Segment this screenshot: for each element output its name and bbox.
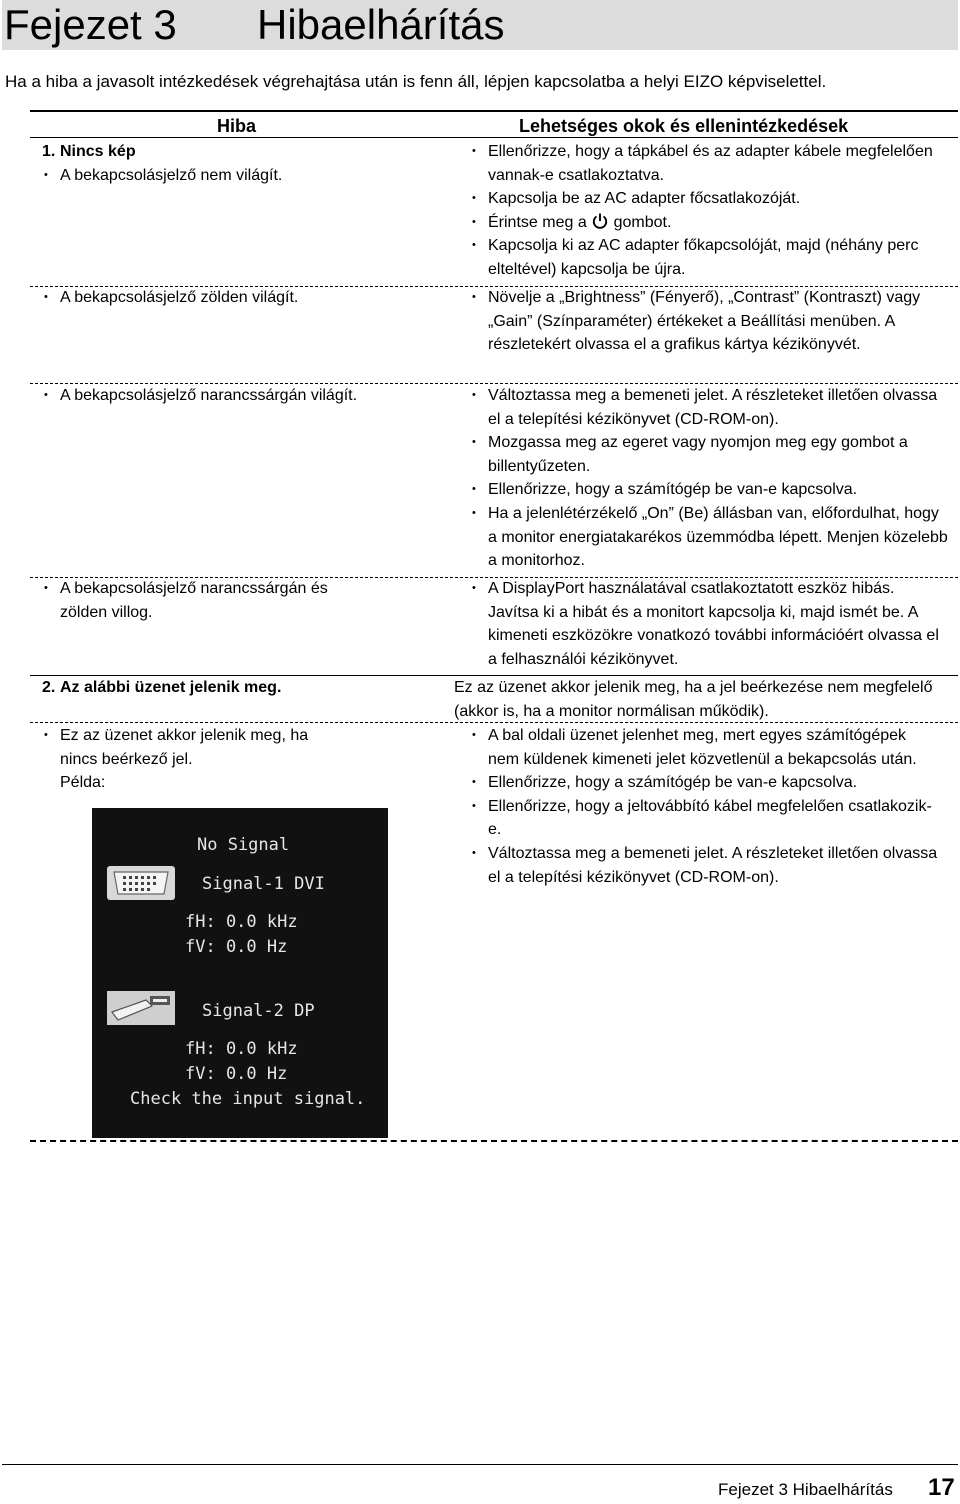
- solution-text: gombot.: [613, 213, 672, 231]
- solution-cell-2: [470, 286, 940, 357]
- solution-cell-1: [470, 140, 940, 282]
- solution-item: • Kapcsolja be az AC adapter főcsatlakozóját.: [470, 187, 940, 211]
- solution-text: Érintse meg a: [488, 213, 587, 231]
- problem-number: 1.: [42, 143, 56, 160]
- osd-signal-2: Signal-2 DP: [202, 1001, 315, 1021]
- osd-fv-1: fV: 0.0 Hz: [185, 937, 288, 957]
- solution-item: [470, 211, 940, 235]
- solution-text: Ez az üzenet akkor jelenik meg, ha a jel beérkezése nem megfelelő (akkor is, ha a monitor normálisan működik).: [454, 679, 933, 720]
- problem-number: 2.: [42, 679, 56, 696]
- solution-item: • Ellenőrizze, hogy a számítógép be van-e kapcsolva.: [470, 478, 948, 502]
- table-header: [30, 110, 958, 138]
- solution-cell-5: [454, 676, 944, 723]
- osd-fv-2: fV: 0.0 Hz: [185, 1064, 288, 1084]
- problem-cell-3: [42, 384, 432, 408]
- footer-chapter: Fejezet 3 Hibaelhárítás: [718, 1480, 893, 1499]
- osd-check-message: Check the input signal.: [130, 1089, 366, 1109]
- solution-cell-3: [470, 384, 948, 573]
- problem-cell-6: [42, 724, 342, 795]
- solution-item: • A bal oldali üzenet jelenhet meg, mert egyes számítógépek nem küldenek kimeneti jelet közvetlenül a bekapcsolás után.: [470, 724, 940, 771]
- osd-no-signal-screen: [92, 808, 388, 1138]
- solution-item: • Változtassa meg a bemeneti jelet. A részleteket illetően olvassa el a telepítési kézikönyvet (CD-ROM-on).: [470, 842, 940, 889]
- row-divider: [30, 722, 958, 723]
- page-number: 17: [928, 1474, 955, 1501]
- solution-item: • Növelje a „Brightness” (Fényerő), „Contrast” (Kontraszt) vagy „Gain” (Színparaméter) értékeket a Beállítási menüben. A részletekért olvassa el a grafikus kártya kézikönyvét.: [470, 286, 940, 357]
- footer-divider: [2, 1464, 958, 1465]
- osd-title: No Signal: [197, 835, 290, 855]
- solution-cell-6: [470, 724, 940, 889]
- problem-item: • A bekapcsolásjelző zölden világít.: [42, 286, 432, 310]
- col-header-problem: Hiba: [217, 116, 257, 136]
- problem-item: • A bekapcsolásjelző nem világít.: [42, 164, 432, 188]
- osd-fh-1: fH: 0.0 kHz: [185, 912, 298, 932]
- osd-fh-2: fH: 0.0 kHz: [185, 1039, 298, 1059]
- solution-item: • Ellenőrizze, hogy a jeltovábbító kábel megfelelően csatlakozik-e.: [470, 795, 940, 842]
- solution-item: • Ellenőrizze, hogy a tápkábel és az adapter kábele megfelelően vannak-e csatlakoztatva.: [470, 140, 940, 187]
- problem-cell-4: [42, 577, 372, 624]
- table-bottom-border: [30, 1140, 958, 1142]
- dvi-connector-icon: [106, 864, 176, 902]
- problem-title: Az alábbi üzenet jelenik meg.: [60, 679, 282, 696]
- example-label: Példa:: [60, 774, 106, 792]
- problem-cell-2: [42, 286, 432, 310]
- chapter-number: Fejezet 3: [4, 1, 177, 48]
- col-header-solution: Lehetséges okok és ellenintézkedések: [519, 116, 849, 136]
- solution-cell-4: [470, 577, 940, 671]
- solution-item: • Változtassa meg a bemeneti jelet. A részleteket illetően olvassa el a telepítési kézikönyvet (CD-ROM-on).: [470, 384, 948, 431]
- solution-item: • Mozgassa meg az egeret vagy nyomjon meg egy gombot a billentyűzeten.: [470, 431, 948, 478]
- chapter-title: Hibaelhárítás: [257, 1, 505, 48]
- solution-item: • Ha a jelenlétérzékelő „On” (Be) állásban van, előfordulhat, hogy a monitor energiatakarékos üzemmódba lépett. Menjen közelebb a monitorhoz.: [470, 502, 948, 573]
- problem-title: Nincs kép: [60, 143, 136, 160]
- problem-item: • Ez az üzenet akkor jelenik meg, ha nincs beérkező jel.: [42, 724, 342, 771]
- problem-cell-1: [42, 140, 432, 187]
- problem-item: • A bekapcsolásjelző narancssárgán és zölden villog.: [42, 577, 372, 624]
- intro-text: Ha a hiba a javasolt intézkedések végrehajtása után is fenn áll, lépjen kapcsolatba a helyi EIZO képviselettel.: [5, 72, 827, 91]
- displayport-connector-icon: [106, 990, 176, 1026]
- problem-item: • A bekapcsolásjelző narancssárgán világít.: [42, 384, 432, 408]
- problem-cell-5: [42, 676, 432, 700]
- chapter-header: [2, 0, 958, 50]
- osd-signal-1: Signal-1 DVI: [202, 874, 325, 894]
- solution-item: • A DisplayPort használatával csatlakoztatott eszköz hibás. Javítsa ki a hibát és a monitort kapcsolja ki, majd ismét be. A kimeneti eszközökre vonatkozó további információért olvassa el a felhasználói kézikönyvet.: [470, 577, 940, 671]
- power-icon: [591, 212, 609, 230]
- solution-item: • Ellenőrizze, hogy a számítógép be van-e kapcsolva.: [470, 771, 940, 795]
- solution-item: • Kapcsolja ki az AC adapter főkapcsolóját, majd (néhány perc elteltével) kapcsolja be újra.: [470, 234, 940, 281]
